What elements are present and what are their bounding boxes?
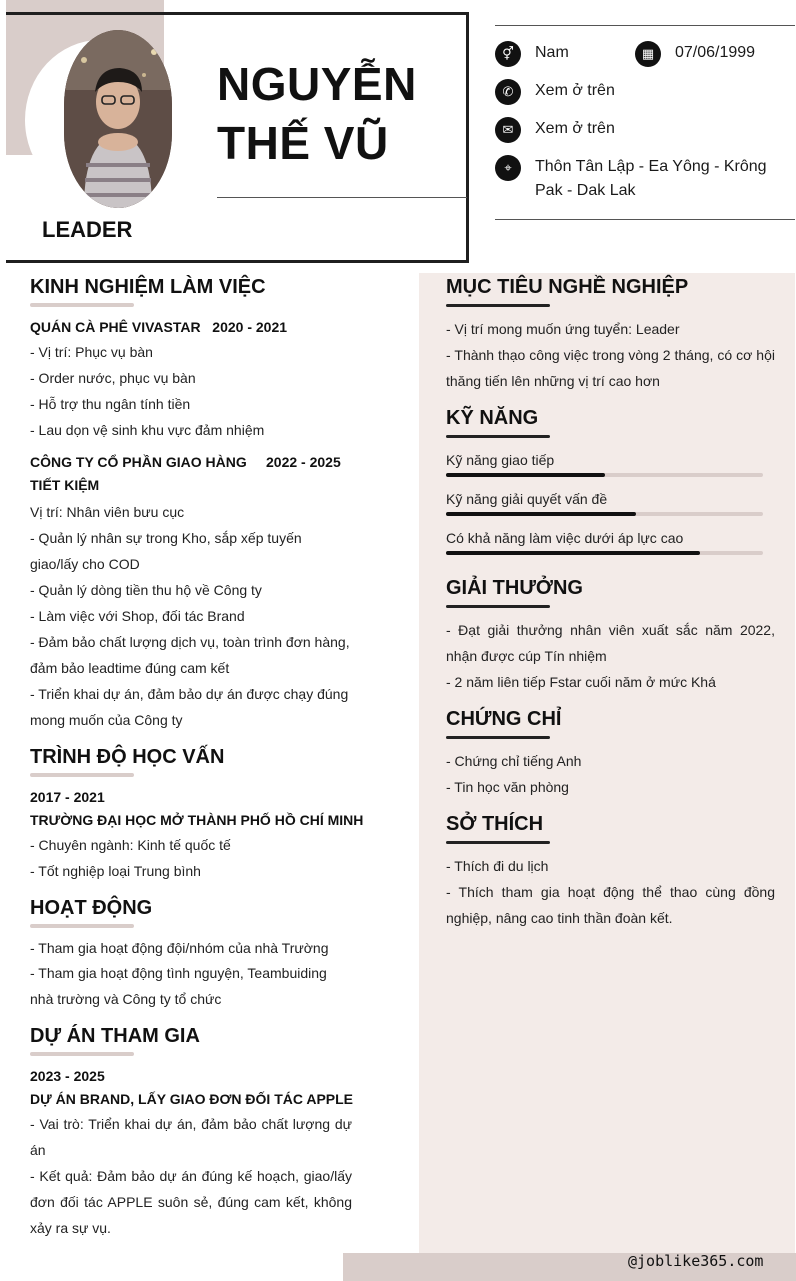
job2-line-5: - Đảm bảo chất lượng dịch vụ, toàn trình đơn hàng, đảm bảo leadtime đúng cam kết <box>30 634 350 676</box>
education-period: 2017 - 2021 <box>30 789 105 805</box>
skill-label-1: Kỹ năng giao tiếp <box>446 452 555 468</box>
section-underline <box>30 303 134 307</box>
job2-company-line-1: CÔNG TY CỔ PHẦN GIAO HÀNG <box>30 454 247 470</box>
section-underline <box>30 1052 134 1056</box>
objective-line-2: - Thành thạo công việc trong vòng 2 tháng, có cơ hội thăng tiến lên những vị trí cao hơn <box>446 347 775 389</box>
contact-gender <box>495 41 569 67</box>
activities-line-2: - Tham gia hoạt động tình nguyện, Teambuiding nhà trường và Công ty tổ chức <box>30 965 327 1007</box>
address-line-2: Pak - Dak Lak <box>535 182 636 199</box>
section-underline <box>446 841 550 844</box>
job2-line-3: - Quản lý dòng tiền thu hộ về Công ty <box>30 582 262 598</box>
birthday-value: 07/06/1999 <box>675 44 756 61</box>
skill-bar-3 <box>446 551 763 555</box>
job2-company <box>30 451 247 497</box>
name-line-2: THẾ VŨ <box>217 117 389 169</box>
job1-line-4: - Lau dọn vệ sinh khu vực đảm nhiệm <box>30 422 265 438</box>
job1-line-3: - Hỗ trợ thu ngân tính tiền <box>30 396 191 412</box>
contact-phone <box>495 79 615 105</box>
email-value: Xem ở trên <box>535 120 615 137</box>
job1-line-2: - Order nước, phục vụ bàn <box>30 370 196 386</box>
name-divider <box>217 197 467 198</box>
skill-bar-fill-2 <box>446 512 636 516</box>
contact-address <box>495 155 767 203</box>
avatar <box>64 30 172 208</box>
candidate-name <box>217 55 417 173</box>
skill-label-2: Kỹ năng giải quyết vấn đề <box>446 491 608 507</box>
job2-period: 2022 - 2025 <box>266 454 341 470</box>
section-title-activities: HOẠT ĐỘNG <box>30 897 153 919</box>
contact-birthday <box>635 41 755 67</box>
job2-line-4: - Làm việc với Shop, đối tác Brand <box>30 608 245 624</box>
project-period: 2023 - 2025 <box>30 1068 105 1084</box>
phone-value: Xem ở trên <box>535 82 615 99</box>
awards-line-2: - 2 năm liên tiếp Fstar cuối năm ở mức Khá <box>446 674 716 690</box>
job2-line-1: Vị trí: Nhân viên bưu cục <box>30 504 185 520</box>
job-role: LEADER <box>42 217 133 242</box>
contact-email <box>495 117 615 143</box>
section-title-education: TRÌNH ĐỘ HỌC VẤN <box>30 746 225 768</box>
skill-bar-2 <box>446 512 763 516</box>
certificates-line-1: - Chứng chỉ tiếng Anh <box>446 753 582 769</box>
section-underline <box>446 605 550 608</box>
section-underline <box>446 435 550 438</box>
section-underline <box>30 773 134 777</box>
location-icon: ⌖ <box>495 155 521 181</box>
section-underline <box>30 924 134 928</box>
address-value <box>535 155 767 203</box>
phone-icon: ✆ <box>495 79 521 105</box>
job1-header <box>30 314 287 340</box>
skill-bar-fill-1 <box>446 473 605 477</box>
gender-icon: ⚥ <box>495 41 521 67</box>
skill-label-3: Có khả năng làm việc dưới áp lực cao <box>446 530 684 546</box>
section-title-awards: GIẢI THƯỞNG <box>446 577 583 599</box>
hobbies-line-2: - Thích tham gia hoạt động thể thao cùng đồng nghiệp, nâng cao tinh thần đoàn kết. <box>446 884 775 926</box>
job2-line-6: - Triển khai dự án, đảm bảo dự án được chạy đúng mong muốn của Công ty <box>30 686 349 728</box>
calendar-icon: ▦ <box>635 41 661 67</box>
section-underline <box>446 304 550 307</box>
project-name: DỰ ÁN BRAND, LẤY GIAO ĐƠN ĐỐI TÁC APPLE <box>30 1091 354 1107</box>
section-title-hobbies: SỞ THÍCH <box>446 813 544 835</box>
job1-period: 2020 - 2021 <box>212 319 288 335</box>
awards-line-1: - Đạt giải thưởng nhân viên xuất sắc năm 2022, nhận được cúp Tín nhiệm <box>446 622 775 664</box>
email-icon: ✉ <box>495 117 521 143</box>
section-title-skills: KỸ NĂNG <box>446 407 539 429</box>
skill-bar-1 <box>446 473 763 477</box>
gender-value: Nam <box>535 44 569 61</box>
project-line-2: - Kết quả: Đảm bảo dự án đúng kế hoạch, giao/lấy đơn đối tác APPLE suôn sẻ, đúng cam kết, không xảy ra sự vụ. <box>30 1168 352 1236</box>
activities-line-1: - Tham gia hoạt động đội/nhóm của nhà Trường <box>30 940 329 956</box>
job1-company: QUÁN CÀ PHÊ VIVASTAR <box>30 319 201 335</box>
objective-line-1: - Vị trí mong muốn ứng tuyển: Leader <box>446 321 680 337</box>
section-underline <box>446 736 550 739</box>
section-title-certificates: CHỨNG CHỈ <box>446 708 562 730</box>
certificates-line-2: - Tin học văn phòng <box>446 779 569 795</box>
job2-company-line-2: TIẾT KIỆM <box>30 477 100 493</box>
hobbies-line-1: - Thích đi du lịch <box>446 858 549 874</box>
section-title-objective: MỤC TIÊU NGHỀ NGHIỆP <box>446 276 689 298</box>
contact-divider-bottom <box>495 219 795 220</box>
section-title-projects: DỰ ÁN THAM GIA <box>30 1025 200 1047</box>
skill-bar-fill-3 <box>446 551 700 555</box>
section-title-experience: KINH NGHIỆM LÀM VIỆC <box>30 276 266 298</box>
education-school: TRƯỜNG ĐẠI HỌC MỞ THÀNH PHỐ HỒ CHÍ MINH <box>30 812 364 828</box>
avatar-photo <box>64 30 172 208</box>
name-line-1: NGUYỄN <box>217 58 417 110</box>
contact-divider-top <box>495 25 795 26</box>
job2-line-2: - Quản lý nhân sự trong Kho, sắp xếp tuyến giao/lấy cho COD <box>30 530 302 572</box>
job1-line-1: - Vị trí: Phục vụ bàn <box>30 344 153 360</box>
education-line-2: - Tốt nghiệp loại Trung bình <box>30 863 201 879</box>
footer-watermark: @joblike365.com <box>628 1252 764 1270</box>
education-line-1: - Chuyên ngành: Kinh tế quốc tế <box>30 837 231 853</box>
address-line-1: Thôn Tân Lập - Ea Yông - Krông <box>535 158 767 175</box>
project-line-1: - Vai trò: Triển khai dự án, đảm bảo chất lượng dự án <box>30 1116 352 1158</box>
